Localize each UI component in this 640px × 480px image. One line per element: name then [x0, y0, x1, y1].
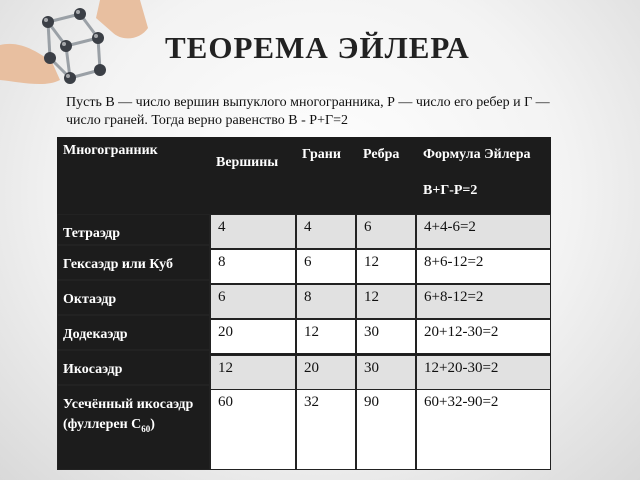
edges-value: 12 — [364, 254, 379, 270]
formula-cell — [416, 389, 551, 470]
vertices-cell — [210, 249, 296, 284]
vertices-cell — [210, 389, 296, 470]
polyhedra-rows — [57, 137, 551, 470]
formula-cell — [416, 355, 551, 390]
polyhedron-name-cell — [57, 280, 210, 315]
faces-cell — [296, 355, 356, 390]
polyhedron-name: Октаэдр — [63, 292, 117, 307]
faces-cell — [296, 389, 356, 470]
edges-value: 30 — [364, 360, 379, 376]
faces-cell — [296, 214, 356, 249]
vertices-value: 4 — [218, 219, 226, 235]
formula-value: 60+32-90=2 — [424, 394, 499, 410]
faces-cell — [296, 284, 356, 319]
edges-cell — [356, 284, 416, 319]
polyhedron-name: Гексаэдр или Куб — [63, 257, 173, 272]
polyhedron-name-cell — [57, 385, 210, 470]
faces-value: 20 — [304, 360, 319, 376]
edges-cell — [356, 214, 416, 249]
fullerene-tail: ) — [150, 417, 155, 432]
grid-header-vertices: Вершины — [216, 155, 279, 170]
edges-value: 90 — [364, 394, 379, 410]
vertices-cell — [210, 284, 296, 319]
vertices-value: 12 — [218, 360, 233, 376]
vertices-cell — [210, 319, 296, 354]
faces-value: 32 — [304, 394, 319, 410]
vertices-cell — [210, 355, 296, 390]
polyhedron-name-cell — [57, 350, 210, 385]
vertices-value: 20 — [218, 324, 233, 340]
polyhedron-name: Икосаэдр — [63, 362, 123, 377]
edges-value: 30 — [364, 324, 379, 340]
polyhedron-name-cell — [57, 315, 210, 350]
faces-value: 8 — [304, 289, 312, 305]
edges-cell — [356, 355, 416, 390]
faces-value: 12 — [304, 324, 319, 340]
edges-cell — [356, 389, 416, 470]
vertices-value: 60 — [218, 394, 233, 410]
grid-header-formula-expr: В+Г-Р=2 — [423, 183, 478, 198]
grid-header-faces: Грани — [302, 147, 341, 162]
molecule-model-icon — [0, 0, 150, 100]
vertices-value: 6 — [218, 289, 226, 305]
faces-cell — [296, 319, 356, 354]
edges-cell — [356, 249, 416, 284]
formula-cell — [416, 319, 551, 354]
theorem-statement: Пусть В — число вершин выпуклого многогранника, Р — число его ребер и Г — число граней. Тогда верно равенство В - Р+Г=2 — [66, 95, 550, 128]
polyhedron-name: Тетраэдр — [63, 226, 121, 241]
grid-header-polyhedron: Многогранник — [63, 143, 158, 158]
vertices-cell — [210, 214, 296, 249]
grid-header-edges: Ребра — [363, 147, 400, 162]
formula-cell — [416, 284, 551, 319]
polyhedron-name: Додекаэдр — [63, 327, 128, 342]
faces-value: 4 — [304, 219, 312, 235]
formula-cell — [416, 214, 551, 249]
faces-cell — [296, 249, 356, 284]
edges-cell — [356, 319, 416, 354]
polyhedron-name-cell — [57, 245, 210, 280]
fullerene-subscript: 60 — [141, 423, 151, 434]
faces-value: 6 — [304, 254, 312, 270]
polyhedron-name: Усечённый икосаэдр (фуллерен $С_{60}$) — [63, 397, 194, 434]
formula-value: 12+20-30=2 — [424, 360, 499, 376]
vertices-value: 8 — [218, 254, 226, 270]
polyhedron-name-cell — [57, 214, 210, 245]
formula-value: 6+8-12=2 — [424, 289, 484, 305]
formula-cell — [416, 249, 551, 284]
formula-value: 4+4-6=2 — [424, 219, 476, 235]
formula-value: 8+6-12=2 — [424, 254, 484, 270]
page-title: ТЕОРЕМА ЭЙЛЕРА — [165, 30, 470, 65]
edges-value: 6 — [364, 219, 372, 235]
edges-value: 12 — [364, 289, 379, 305]
grid-header-formula: Формула Эйлера — [423, 147, 531, 162]
formula-value: 20+12-30=2 — [424, 324, 499, 340]
